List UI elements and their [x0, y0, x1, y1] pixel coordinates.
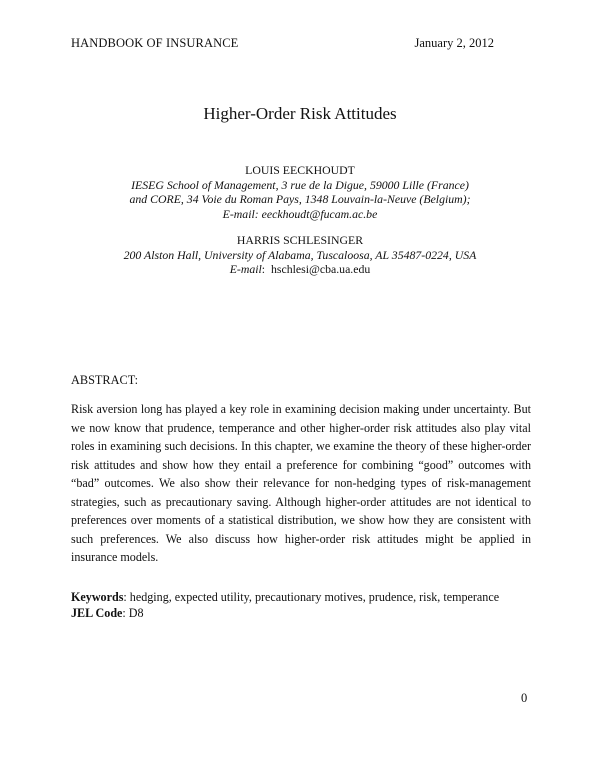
author-block-2 [0, 233, 600, 277]
author-affiliation-2: and CORE, 34 Voie du Roman Pays, 1348 Louvain-la-Neuve (Belgium); [129, 192, 471, 207]
abstract-body: Risk aversion long has played a key role in examining decision making under uncertainty. But we now know that prudence, temperance and other higher-order risk attitudes also play vital roles in examining such decisions. In this chapter, we examine the theory of these higher-order risk attitudes and show how they entail a preference for combining “good” outcomes with “bad” outcomes. We also show their relevance for non-hedging types of risk-management strategies, such as precautionary saving. Although higher-order attitudes are not identical to preferences over moments of a statistical distribution, we show how they are consistent with such preferences. We also discuss how higher-order risk attitudes might be applied in insurance models. [71, 402, 531, 564]
running-header-left: HANDBOOK OF INSURANCE [71, 36, 239, 50]
author-email-line [0, 207, 600, 222]
author-affiliation: 200 Alston Hall, University of Alabama, Tuscaloosa, AL 35487-0224, USA [123, 247, 477, 262]
author-email[interactable]: hschlesi@cba.ua.edu [270, 262, 371, 277]
abstract-heading: ABSTRACT: [71, 373, 139, 387]
paper-title: Higher-Order Risk Attitudes [203, 104, 397, 123]
page-number: 0 [521, 691, 528, 705]
jel-label: JEL Code [71, 606, 123, 620]
email-label: E-mail [229, 262, 262, 277]
email-label: E-mail: [222, 206, 259, 221]
keywords-line [71, 589, 499, 605]
author-affiliation: IESEG School of Management, 3 rue de la Digue, 59000 Lille (France) [131, 177, 469, 192]
jel-text: : D8 [122, 606, 144, 620]
author-email-line: E-mail: hschlesi@cba.ua.edu [229, 262, 371, 277]
author-name: LOUIS EECKHOUDT [245, 163, 355, 177]
author-name: HARRIS SCHLESINGER [236, 233, 364, 247]
author-block-1 [0, 163, 600, 221]
keywords-block [71, 589, 499, 621]
keywords-text: : hedging, expected utility, precautionary motives, prudence, risk, temperance [123, 590, 500, 604]
keywords-label: Keywords [71, 590, 124, 604]
author-email[interactable]: eeckhoudt@fucam.ac.be [261, 206, 378, 221]
running-header-date: January 2, 2012 [414, 36, 494, 50]
jel-line [71, 605, 499, 621]
